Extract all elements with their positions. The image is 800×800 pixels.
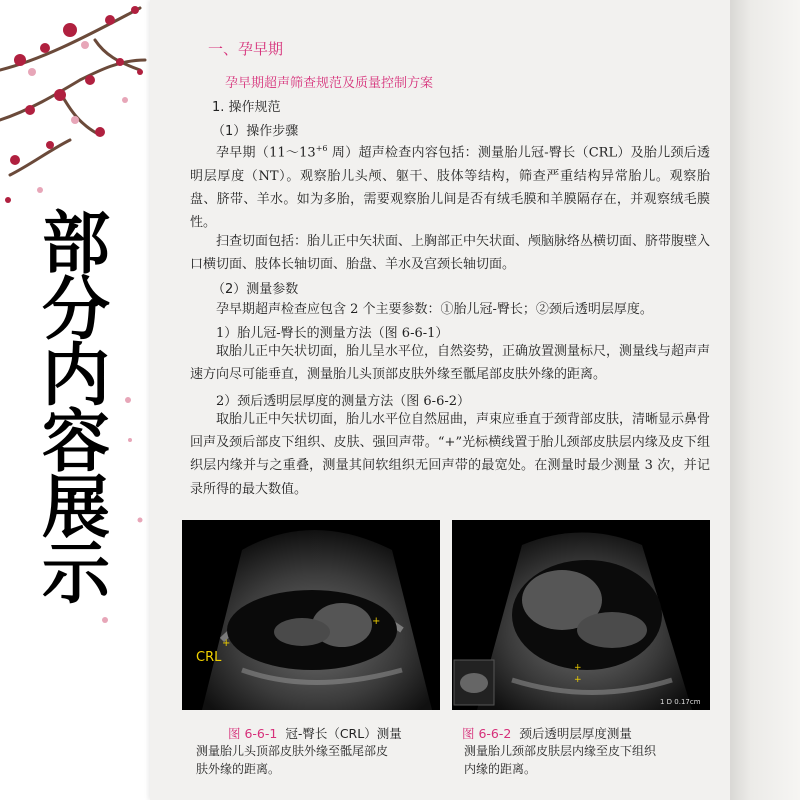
plan-title: 孕早期超声筛查规范及质量控制方案 [225,76,434,91]
figure2-caption: 测量胎儿颈部皮肤层内缘至皮下组织 内缘的距离。 [464,744,657,776]
page-gutter [730,0,800,800]
heading-parameters: （2）测量参数 [212,282,299,297]
section-title: 一、孕早期 [208,40,284,58]
svg-text:+: + [372,616,381,627]
ultrasound-image-nt [452,520,710,710]
figure1-title: 图 6-6-1 冠-臀长（CRL）测量 [228,726,402,741]
figure2-title: 图 6-6-2 颈后透明层厚度测量 [462,726,632,741]
paragraph-scan-planes: 扫查切面包括：胎儿正中矢状面、上胸部正中矢状面、颅脑脉络丛横切面、脐带腹壁入口横切面、肢体长轴切面、胎盘、羊水及宫颈长轴切面。 [190,234,711,273]
subheading-nt-method: 2）颈后透明层厚度的测量方法（图 6-6-2） [216,394,471,409]
subheading-crl-method: 1）胎儿冠-臀长的测量方法（图 6-6-1） [216,326,449,341]
svg-text:+: + [222,638,231,649]
paragraph-main-params: 孕早期超声检查应包含 2 个主要参数：①胎儿冠-臀长；②颈后透明层厚度。 [216,302,653,317]
side-title: 部分内容展示 [41,205,110,614]
heading-operation-spec: 1. 操作规范 [212,100,281,115]
ultrasound-image-crl [182,520,440,710]
nt-scale-readout: 1 D 0.17cm [660,698,701,706]
figure1-caption: 测量胎儿头顶部皮肤外缘至骶尾部皮 肤外缘的距离。 [196,744,389,776]
paragraph-crl-method: 取胎儿正中矢状切面，胎儿呈水平位，自然姿势，正确放置测量标尺，测量线与超声声速方向尽可能垂直，测量胎儿头顶部皮肤外缘至骶尾部皮肤外缘的距离。 [190,344,711,383]
paragraph-nt-method: 取胎儿正中矢状切面，胎儿水平位自然屈曲，声束应垂直于颈背部皮肤，清晰显示鼻骨回声及颈后部皮下组织、皮肤、强回声带。“+”光标横线置于胎儿颈部皮肤层内缘及皮下组织层内缘并与之重叠，测量其间软组织无回声带的最宽处。在测量时最少测量 3 次，并记录所得的最大数值。 [190,412,711,497]
crl-overlay-label: CRL [196,650,222,665]
svg-text:+: + [574,663,582,673]
svg-text:+: + [574,675,582,685]
heading-steps: （1）操作步骤 [212,124,299,139]
paragraph-exam-content: 孕早期（$11\sim 13^{+6}$ 周）超声检查内容包括：测量胎儿冠-臀长（CRL）及胎儿颈后透明层厚度（NT）。观察胎儿头颅、躯干、肢体等结构，筛查严重结构异常胎儿。观察胎盘、脐带、羊水。如为多胎，需要观察胎儿间是否有绒毛膜和羊膜隔存在，并观察绒毛膜性。 [190,144,710,230]
